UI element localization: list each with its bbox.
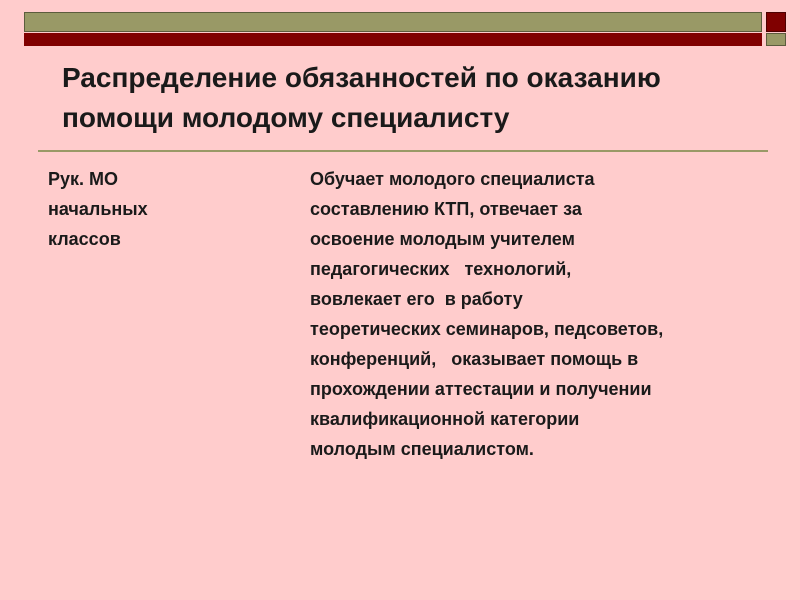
slide-title: Распределение обязанностей по оказанию помощи молодому специалисту [62,62,661,133]
title-divider [38,150,768,152]
header-bar-olive [24,12,762,32]
duties-cell: Обучает молодого специалиста составлению КТП, отвечает за освоение молодым учителем педагогических технологий, вовлекает его в работу теоретических семинаров, педсоветов, конференций, оказывает помощь в прохождении аттестации и получении квалификационной категории молодым специалистом. [310,169,664,459]
header-square-olive [766,33,786,46]
header-square-maroon [766,12,786,32]
role-cell: Рук. МО начальных классов [48,169,148,249]
header-bar-maroon [24,33,762,46]
